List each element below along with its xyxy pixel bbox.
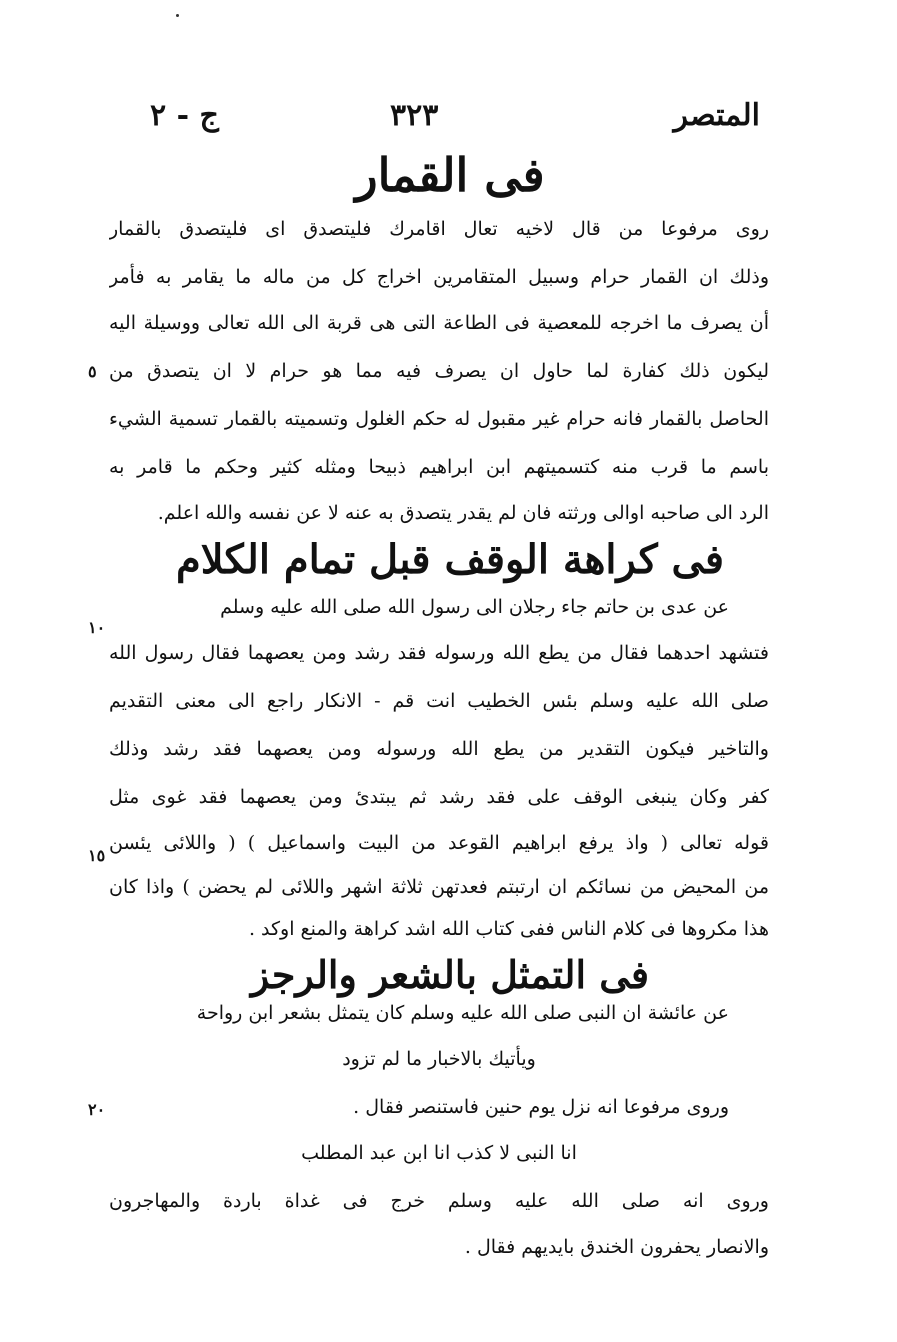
text-line: ليكون ذلك كفارة لما حاول ان يصرف فيه مما هو حرام لا ان يتصدق من (109, 360, 769, 382)
verse-line: ويأتيك بالاخبار ما لم تزود (342, 1048, 536, 1070)
margin-line-number: ٢٠ (88, 1100, 106, 1119)
section-heading: فى القمار (355, 148, 545, 202)
text-line: من المحيض من نسائكم ان ارتبتم فعدتهن ثلاثة اشهر واللائى لم يحضن ) واذا كان (109, 876, 769, 898)
text-line: قوله تعالى ( واذ يرفع ابراهيم القوعد من البيت واسماعيل ) ( واللائى يئسن (109, 832, 769, 854)
text-line: باسم ما قرب منه كتسميتهم ابن ابراهيم ذبيحا ومثله كثير وحكم ما قامر به (109, 456, 769, 478)
volume-label: ج - ٢ (150, 98, 219, 133)
text-line: عن عدى بن حاتم جاء رجلان الى رسول الله صلى الله عليه وسلم (220, 596, 729, 618)
margin-line-number: ١٠ (88, 618, 106, 637)
text-line: صلى الله عليه وسلم بئس الخطيب انت قم - الانكار راجع الى معنى التقديم (109, 690, 769, 712)
text-line: هذا مكروها فى كلام الناس ففى كتاب الله اشد كراهة والمنع اوكد . (248, 918, 769, 940)
text-line: والتاخير فيكون التقدير من يطع الله ورسوله ومن يعصهما فقد رشد وذلك (109, 738, 769, 760)
text-line: كفر وكان ينبغى الوقف على فقد رشد ثم يبتدئ ومن يعصهما فقد غوى مثل (109, 786, 769, 808)
text-line: عن عائشة ان النبى صلى الله عليه وسلم كان يتمثل بشعر ابن رواحة (196, 1002, 729, 1024)
text-line: والانصار يحفرون الخندق بايديهم فقال . (464, 1236, 769, 1258)
section-heading: فى كراهة الوقف قبل تمام الكلام (175, 536, 725, 583)
page-header (120, 98, 760, 148)
text-line: وروى انه صلى الله عليه وسلم خرج فى غداة باردة والمهاجرون (109, 1190, 769, 1212)
running-title: المتصر (673, 98, 760, 133)
verse-line: انا النبى لا كذب انا ابن عبد المطلب (301, 1142, 577, 1164)
text-line: الرد الى صاحبه اوالى ورثته فان لم يقدر يتصدق به عنه لا عن نفسه والله اعلم. (157, 502, 769, 524)
margin-line-number: ٥ (88, 362, 97, 381)
text-line: وروى مرفوعا انه نزل يوم حنين فاستنصر فقال . (353, 1096, 729, 1118)
section-heading: فى التمثل بالشعر والرجز (250, 952, 650, 997)
text-line: فتشهد احدهما فقال من يطع الله ورسوله فقد رشد ومن يعصهما فقال رسول الله (109, 642, 769, 664)
text-line: وذلك ان القمار حرام وسبيل المتقامرين اخراج كل من ماله ما يقامر به فأمر (109, 266, 769, 288)
text-line: روى مرفوعا من قال لاخيه تعال اقامرك فليتصدق اى فليتصدق بالقمار (109, 218, 769, 240)
page-number: ٣٢٣ (390, 98, 439, 133)
margin-line-number: ١٥ (88, 846, 106, 865)
scan-speck (176, 14, 179, 17)
text-line: الحاصل بالقمار فانه حرام غير مقبول له حكم الغلول وتسميته بالقمار تسمية الشيء (109, 408, 769, 430)
text-line: أن يصرف ما اخرجه للمعصية فى الطاعة التى هى قربة الى الله تعالى ووسيلة اليه (109, 312, 769, 334)
